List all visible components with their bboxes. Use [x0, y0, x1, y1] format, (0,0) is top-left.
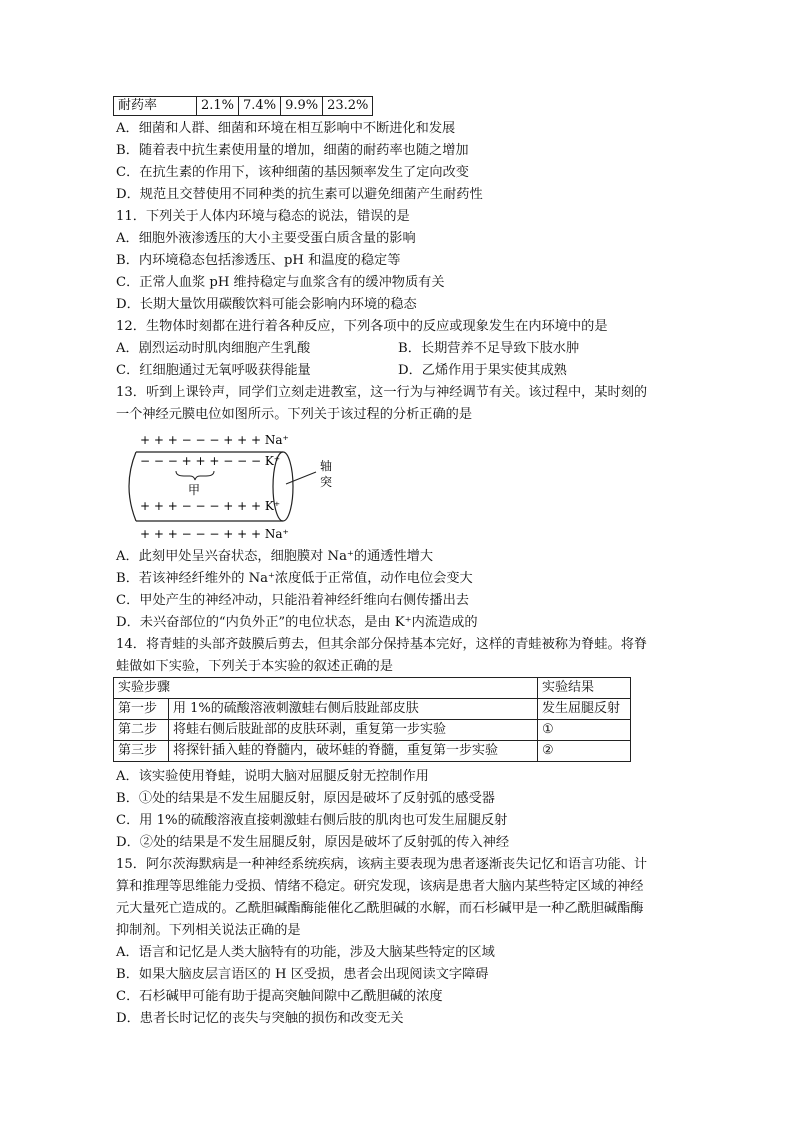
- option-d: D．长期大量饮用碳酸饮料可能会影响内环境的稳态: [116, 297, 417, 312]
- option-d: D．②处的结果是不发生屈腿反射，原因是破坏了反射弧的传入神经: [116, 835, 510, 850]
- question-11-stem: 11．下列关于人体内环境与稳态的说法，错误的是: [116, 209, 410, 224]
- option-a: A．该实验使用脊蛙，说明大脑对屈腿反射无控制作用: [116, 769, 429, 784]
- table-row: [114, 699, 631, 720]
- experiment-table: [113, 677, 631, 762]
- table-cell: 7.4%: [239, 97, 281, 116]
- option-b: B．长期营养不足导致下肢水肿: [398, 341, 580, 356]
- option-b: B．若该神经纤维外的 Na⁺浓度低于正常值，动作电位会变大: [116, 571, 473, 586]
- option-b: B．①处的结果是不发生屈腿反射，原因是破坏了反射弧的感受器: [116, 791, 495, 806]
- question-15-stem-line2: 算和推理等思维能力受损、情绪不稳定。研究发现，该病是患者大脑内某些特定区域的神经: [116, 879, 644, 894]
- outer-top-charges: + + + − − − + + + Na⁺: [140, 433, 289, 447]
- option-b: B．如果大脑皮层言语区的 H 区受损，患者会出现阅读文字障碍: [116, 967, 489, 982]
- question-14-stem-line1: 14．将青蛙的头部齐鼓膜后剪去，但其余部分保持基本完好，这样的青蛙被称为脊蛙。将脊: [116, 637, 648, 652]
- question-15-stem-line3: 元大量死亡造成的。乙酰胆碱酯酶能催化乙酰胆碱的水解，而石杉碱甲是一种乙酰胆碱酯酶: [116, 901, 644, 916]
- step-label: 第一步: [114, 699, 169, 720]
- option-a: A．细胞外液渗透压的大小主要受蛋白质含量的影响: [116, 231, 416, 246]
- option-d: D．患者长时记忆的丧失与突触的损伤和改变无关: [116, 1011, 404, 1026]
- inner-bottom-charges: + + + − − − + + + K⁺: [140, 499, 281, 513]
- table-cell: 23.2%: [323, 97, 373, 116]
- table-row: [114, 720, 631, 741]
- option-c: C．红细胞通过无氧呼吸获得能量: [116, 363, 311, 378]
- axon-left-cap: [129, 452, 136, 521]
- jia-brace: [176, 471, 214, 480]
- step-description: 将蛙右侧后肢趾部的皮肤环剥，重复第一步实验: [169, 720, 538, 741]
- question-15-stem-line4: 抑制剂。下列相关说法正确的是: [116, 923, 301, 938]
- jia-label: 甲: [188, 483, 201, 497]
- step-description: 将探针插入蛙的脊髓内，破坏蛙的脊髓，重复第一步实验: [169, 741, 538, 762]
- option-a: A．剧烈运动时肌肉细胞产生乳酸: [116, 341, 311, 356]
- neuron-membrane-figure: [118, 426, 358, 548]
- option-c: C．正常人血浆 pH 维持稳定与血浆含有的缓冲物质有关: [116, 275, 445, 290]
- question-12-stem: 12．生物体时刻都在进行着各种反应，下列各项中的反应或现象发生在内环境中的是: [116, 319, 608, 334]
- table-header-row: [114, 678, 631, 699]
- question-13-stem-line2: 一个神经元膜电位如图所示。下列关于该过程的分析正确的是: [116, 407, 473, 422]
- question-13-stem-line1: 13．听到上课铃声，同学们立刻走进教室，这一行为与神经调节有关。该过程中，某时刻的: [116, 385, 648, 400]
- step-label: 第三步: [114, 741, 169, 762]
- row-label: 耐药率: [114, 97, 197, 116]
- resistance-rate-table: [113, 96, 373, 116]
- option-a: A．此刻甲处呈兴奋状态，细胞膜对 Na⁺的通透性增大: [116, 549, 434, 564]
- step-result: 发生屈腿反射: [538, 699, 631, 720]
- step-label: 第二步: [114, 720, 169, 741]
- question-15-stem-line1: 15．阿尔茨海默病是一种神经系统疾病，该病主要表现为患者逐渐丧失记忆和语言功能、计: [116, 857, 648, 872]
- outer-bottom-charges: + + + − − − + + + Na⁺: [140, 527, 289, 541]
- option-d: D．未兴奋部位的“内负外正”的电位状态，是由 K⁺内流造成的: [116, 615, 478, 630]
- step-result: ①: [538, 720, 631, 741]
- option-c: C．用 1%的硫酸溶液直接刺激蛙右侧后肢的肌肉也可发生屈腿反射: [116, 813, 508, 828]
- table-row: [114, 97, 373, 116]
- header-steps: 实验步骤: [114, 678, 538, 699]
- option-c: C．甲处产生的神经冲动，只能沿着神经纤维向右侧传播出去: [116, 593, 469, 608]
- table-cell: 2.1%: [197, 97, 239, 116]
- header-results: 实验结果: [538, 678, 631, 699]
- step-result: ②: [538, 741, 631, 762]
- option-b: B．内环境稳态包括渗透压、pH 和温度的稳定等: [116, 253, 401, 268]
- table-row: [114, 741, 631, 762]
- inner-top-charges: − − − + + + − − − K⁺: [140, 454, 281, 468]
- axon-diagram: [118, 426, 358, 544]
- axon-label-2: 突: [320, 475, 333, 489]
- option-a: A．语言和记忆是人类大脑特有的功能，涉及大脑某些特定的区域: [116, 945, 495, 960]
- axon-label-1: 轴: [320, 459, 333, 473]
- option-a: A．细菌和人群、细菌和环境在相互影响中不断进化和发展: [116, 121, 456, 136]
- step-description: 用 1%的硫酸溶液刺激蛙右侧后肢趾部皮肤: [169, 699, 538, 720]
- option-b: B．随着表中抗生素使用量的增加，细菌的耐药率也随之增加: [116, 143, 469, 158]
- option-d: D．乙烯作用于果实使其成熟: [398, 363, 567, 378]
- question-14-stem-line2: 蛙做如下实验，下列关于本实验的叙述正确的是: [116, 659, 393, 674]
- table-cell: 9.9%: [281, 97, 323, 116]
- axon-label-leader: [286, 472, 316, 484]
- option-c: C．石杉碱甲可能有助于提高突触间隙中乙酰胆碱的浓度: [116, 989, 443, 1004]
- option-c: C．在抗生素的作用下，该种细菌的基因频率发生了定向改变: [116, 165, 469, 180]
- option-d: D．规范且交替使用不同种类的抗生素可以避免细菌产生耐药性: [116, 187, 483, 202]
